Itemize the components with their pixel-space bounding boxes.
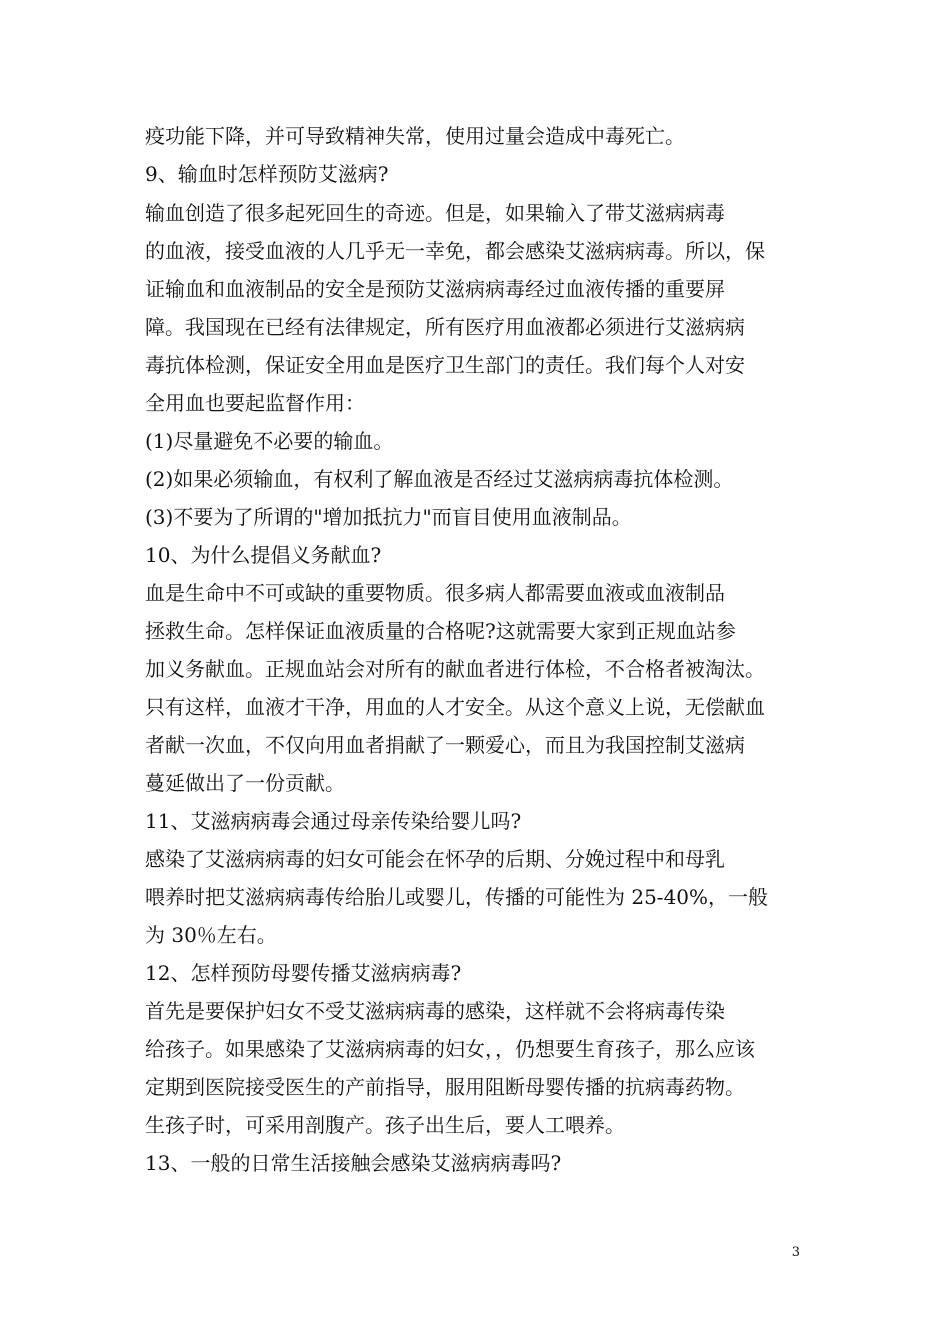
text-line: 给孩子。如果感染了艾滋病病毒的妇女，，仍想要生育孩子，那么应该	[145, 1037, 755, 1061]
list-item: (3)不要为了所谓的"增加抵抗力"而盲目使用血液制品。	[145, 505, 632, 529]
text-line: 疫功能下降，并可导致精神失常，使用过量会造成中毒死亡。	[145, 124, 685, 148]
text-line: 拯救生命。怎样保证血液质量的合格呢?这就需要大家到正规血站参	[145, 619, 736, 643]
text-line: 感染了艾滋病病毒的妇女可能会在怀孕的后期、分娩过程中和母乳	[145, 847, 725, 871]
text-line: 喂养时把艾滋病病毒传给胎儿或婴儿，传播的可能性为 25-40%，一般	[145, 885, 769, 909]
question-heading: 13、一般的日常生活接触会感染艾滋病病毒吗?	[145, 1151, 562, 1175]
question-heading: 12、怎样预防母婴传播艾滋病病毒?	[145, 961, 462, 985]
text-line: 的血液，接受血液的人几乎无一幸免，都会感染艾滋病病毒。所以，保	[145, 239, 765, 263]
text-line: 只有这样，血液才干净，用血的人才安全。从这个意义上说，无偿献血	[145, 695, 765, 719]
question-heading: 11、艾滋病病毒会通过母亲传染给婴儿吗?	[145, 809, 522, 833]
page-number: 3	[791, 1245, 800, 1260]
text-line: 定期到医院接受医生的产前指导，服用阻断母婴传播的抗病毒药物。	[145, 1075, 745, 1099]
question-heading: 9、输血时怎样预防艾滋病?	[145, 162, 389, 186]
question-heading: 10、为什么提倡义务献血?	[145, 543, 382, 567]
text-line: 毒抗体检测，保证安全用血是医疗卫生部门的责任。我们每个人对安	[145, 353, 745, 377]
text-line: 首先是要保护妇女不受艾滋病病毒的感染，这样就不会将病毒传染	[145, 999, 725, 1023]
text-line: 输血创造了很多起死回生的奇迹。但是，如果输入了带艾滋病病毒	[145, 201, 725, 225]
list-item: (1)尽量避免不必要的输血。	[145, 429, 394, 453]
text-line: 障。我国现在已经有法律规定，所有医疗用血液都必须进行艾滋病病	[145, 315, 745, 339]
text-line: 者献一次血，不仅向用血者捐献了一颗爱心，而且为我国控制艾滋病	[145, 733, 745, 757]
list-item: (2)如果必须输血，有权利了解血液是否经过艾滋病病毒抗体检测。	[145, 467, 734, 491]
text-line: 加义务献血。正规血站会对所有的献血者进行体检，不合格者被淘汰。	[145, 657, 765, 681]
text-line: 全用血也要起监督作用：	[145, 391, 365, 415]
text-line: 证输血和血液制品的安全是预防艾滋病病毒经过血液传播的重要屏	[145, 277, 725, 301]
text-line: 蔓延做出了一份贡献。	[145, 771, 345, 795]
text-line: 血是生命中不可或缺的重要物质。很多病人都需要血液或血液制品	[145, 581, 725, 605]
text-line: 为 30％左右。	[145, 923, 277, 947]
text-line: 生孩子时，可采用剖腹产。孩子出生后，要人工喂养。	[145, 1113, 625, 1137]
